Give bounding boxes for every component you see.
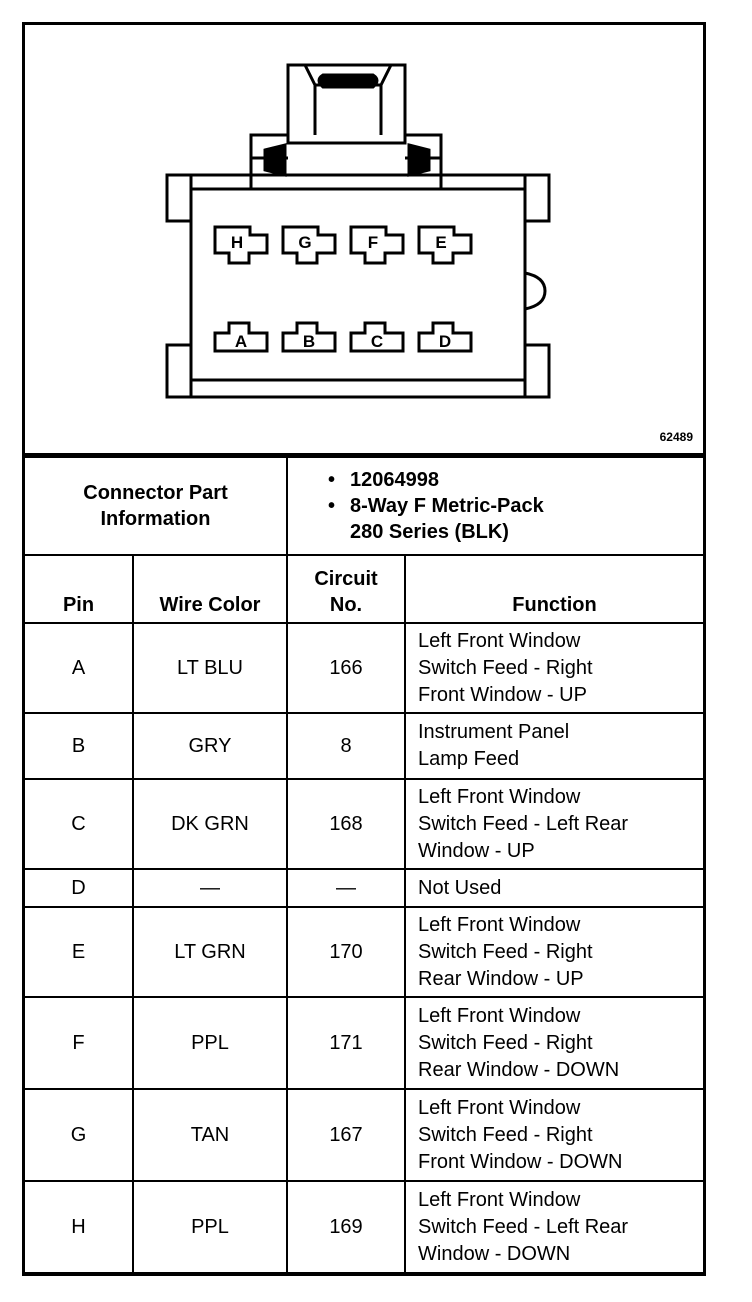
function-line: Rear Window - DOWN bbox=[418, 1058, 620, 1081]
circuit-cell: — bbox=[287, 869, 405, 907]
table-row bbox=[25, 997, 703, 1089]
function-line: Left Front Window bbox=[418, 629, 581, 652]
connector-sheet bbox=[22, 22, 706, 1276]
pin-label-g: G bbox=[298, 233, 312, 252]
table-row bbox=[25, 1181, 703, 1273]
bullet-dot: • bbox=[328, 495, 336, 517]
wire-color-cell: LT GRN bbox=[133, 907, 287, 997]
part-info-label-line1: Connector Part bbox=[83, 482, 228, 504]
circuit-cell: 171 bbox=[287, 997, 405, 1089]
pin-cell: C bbox=[25, 779, 133, 869]
function-line: Not Used bbox=[418, 876, 502, 899]
pin-label-e: E bbox=[435, 233, 447, 252]
part-number: 12064998 bbox=[350, 469, 439, 491]
wire-color-cell: TAN bbox=[133, 1089, 287, 1181]
circuit-cell: 168 bbox=[287, 779, 405, 869]
figure-id: 62489 bbox=[659, 430, 693, 444]
wire-color-cell: DK GRN bbox=[133, 779, 287, 869]
pin-cell: A bbox=[25, 623, 133, 713]
function-cell bbox=[405, 713, 703, 779]
connector-table bbox=[25, 456, 703, 1274]
function-cell bbox=[405, 997, 703, 1089]
table-row bbox=[25, 713, 703, 779]
circuit-cell: 167 bbox=[287, 1089, 405, 1181]
function-line: Window - UP bbox=[418, 839, 535, 862]
pin-cell: F bbox=[25, 997, 133, 1089]
column-header-row bbox=[25, 555, 703, 623]
function-line: Left Front Window bbox=[418, 1004, 581, 1027]
function-cell bbox=[405, 869, 703, 907]
function-line: Lamp Feed bbox=[418, 748, 520, 770]
part-info-label bbox=[25, 457, 287, 555]
function-line: Left Front Window bbox=[418, 1188, 581, 1211]
table-row bbox=[25, 779, 703, 869]
col-circuit bbox=[287, 555, 405, 623]
circuit-cell: 169 bbox=[287, 1181, 405, 1273]
part-info-values bbox=[287, 457, 703, 555]
part-info-label-line2: Information bbox=[100, 508, 211, 530]
connector-body bbox=[191, 175, 525, 397]
function-line: Switch Feed - Right bbox=[418, 1123, 593, 1146]
function-line: Switch Feed - Left Rear bbox=[418, 1215, 629, 1238]
function-line: Front Window - DOWN bbox=[418, 1150, 623, 1173]
pin-cell: D bbox=[25, 869, 133, 907]
col-circuit-line2: No. bbox=[329, 594, 363, 616]
pin-label-c: C bbox=[370, 332, 384, 351]
pin-cell: E bbox=[25, 907, 133, 997]
function-cell bbox=[405, 623, 703, 713]
col-pin: Pin bbox=[25, 555, 133, 623]
pin-label-h: H bbox=[230, 233, 244, 252]
function-line: Window - DOWN bbox=[418, 1242, 571, 1265]
pin-cell: G bbox=[25, 1089, 133, 1181]
pin-label-a: A bbox=[234, 332, 248, 351]
table-row bbox=[25, 869, 703, 907]
function-line: Switch Feed - Right bbox=[418, 1031, 593, 1054]
circuit-cell: 166 bbox=[287, 623, 405, 713]
function-line: Switch Feed - Right bbox=[418, 656, 593, 679]
wire-color-cell: LT BLU bbox=[133, 623, 287, 713]
connector-drawing bbox=[25, 25, 703, 453]
function-line: Left Front Window bbox=[418, 1096, 581, 1119]
col-circuit-line1: Circuit bbox=[314, 568, 378, 590]
function-cell bbox=[405, 779, 703, 869]
table-row bbox=[25, 623, 703, 713]
wire-color-cell: PPL bbox=[133, 997, 287, 1089]
table-row bbox=[25, 1089, 703, 1181]
function-line: Rear Window - UP bbox=[418, 967, 584, 990]
function-line: Left Front Window bbox=[418, 913, 581, 936]
circuit-cell: 8 bbox=[287, 713, 405, 779]
bullet-dot: • bbox=[328, 469, 336, 491]
function-cell bbox=[405, 907, 703, 997]
pin-label-d: D bbox=[438, 332, 452, 351]
connector-type: 8-Way F Metric-Pack bbox=[350, 495, 544, 517]
circuit-cell: 170 bbox=[287, 907, 405, 997]
pin-cell: H bbox=[25, 1181, 133, 1273]
function-line: Left Front Window bbox=[418, 785, 581, 808]
pin-cell: B bbox=[25, 713, 133, 779]
pin-label-f: F bbox=[367, 233, 379, 252]
col-function: Function bbox=[405, 555, 703, 623]
connector-diagram bbox=[25, 25, 703, 456]
function-line: Front Window - UP bbox=[418, 683, 587, 706]
function-cell bbox=[405, 1181, 703, 1273]
part-info-row bbox=[25, 457, 703, 555]
wire-color-cell: — bbox=[133, 869, 287, 907]
pin-rows bbox=[25, 623, 703, 1273]
wire-color-cell: PPL bbox=[133, 1181, 287, 1273]
wire-color-cell: GRY bbox=[133, 713, 287, 779]
connector-series: 280 Series (BLK) bbox=[350, 521, 509, 543]
function-line: Instrument Panel bbox=[418, 721, 570, 743]
col-wire-color: Wire Color bbox=[133, 555, 287, 623]
table-row bbox=[25, 907, 703, 997]
function-cell bbox=[405, 1089, 703, 1181]
function-line: Switch Feed - Right bbox=[418, 940, 593, 963]
pin-label-b: B bbox=[302, 332, 316, 351]
function-line: Switch Feed - Left Rear bbox=[418, 812, 629, 835]
